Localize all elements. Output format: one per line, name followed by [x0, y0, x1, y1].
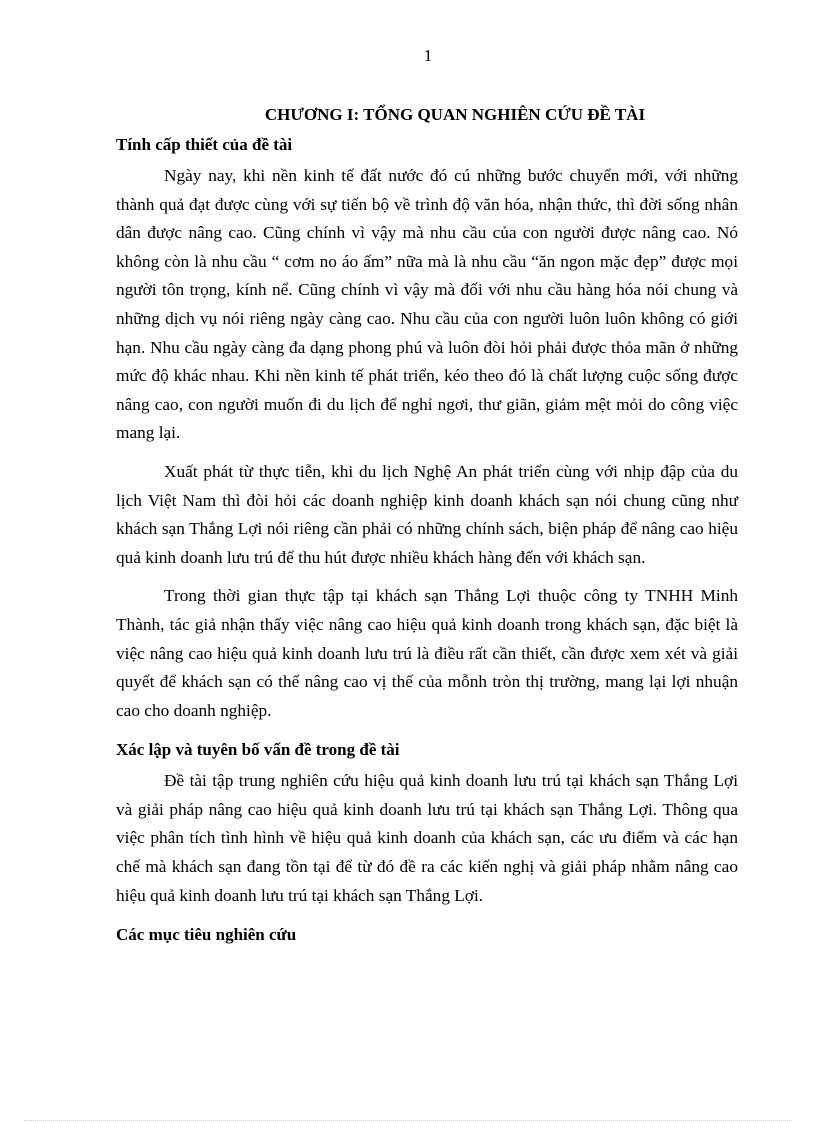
paragraph: Đề tài tập trung nghiên cứu hiệu quả kinh doanh lưu trú tại khách sạn Thắng Lợi và giải pháp nâng cao hiệu quả kinh doanh lưu trú tại khách sạn Thắng Lợi. Thông qua việc phân tích tình hình về hiệu quả kinh doanh của khách sạn, các ưu điểm và các hạn chế mà khách sạn đang tồn tại để từ đó đề ra các kiến nghị và giải pháp nhằm nâng cao hiệu quả kinh doanh lưu trú tại khách sạn Thắng Lợi. — [116, 771, 738, 905]
page-bottom-divider — [24, 1120, 792, 1121]
paragraph: Ngày nay, khi nền kinh tế đất nước đó cú những bước chuyển mới, với những thành quả đạt được cùng với sự tiến bộ về trình độ văn hóa, nhận thức, thì đời sống nhân dân được nâng cao. Cũng chính vì vậy mà nhu cầu của con người được nâng cao. Nó không còn là nhu cầu “ cơm no áo ấm” nữa mà là nhu cầu “ăn ngon mặc đẹp” được mọi người tôn trọng, kính nể. Cũng chính vì vậy mà đối với nhu cầu hàng hóa nói chung và những dịch vụ nói riêng ngày càng cao. Nhu cầu của con người luôn luôn không có giới hạn. Nhu cầu ngày càng đa dạng phong phú và luôn đòi hỏi phải được thỏa mãn ở những mức độ khác nhau. Khi nền kinh tế phát triển, kéo theo đó là chất lượng cuộc sống được nâng cao, con người muốn đi du lịch để nghỉ ngơi, thư giãn, giảm mệt mỏi do công việc mang lại. — [116, 166, 738, 443]
section-heading-problem-statement: Xác lập và tuyên bố vấn đề trong đề tài — [116, 740, 400, 760]
section-heading-urgency: Tính cấp thiết của đề tài — [116, 135, 293, 154]
section-heading-research-objectives: Các mục tiêu nghiên cứu — [116, 925, 297, 945]
paragraph: Xuất phát từ thực tiễn, khi du lịch Nghệ An phát triển cùng với nhịp đập của du lịch Việt Nam thì đòi hỏi các doanh nghiệp kinh doanh khách sạn nói chung cũng như khách sạn Thắng Lợi nói riêng cần phải có những chính sách, biện pháp để nâng cao hiệu quả kinh doanh lưu trú để thu hút được nhiều khách hàng đến với khách sạn. — [116, 461, 738, 567]
page-number: 1 — [423, 46, 433, 65]
chapter-title: CHƯƠNG I: TỔNG QUAN NGHIÊN CỨU ĐỀ TÀI — [264, 105, 646, 124]
paragraph: Trong thời gian thực tập tại khách sạn Thắng Lợi thuộc công ty TNHH Minh Thành, tác giả nhận thấy việc nâng cao hiệu quả kinh doanh trong khách sạn, đặc biệt là việc nâng cao hiệu quả kinh doanh lưu trú là điều rất cần thiết, cần được xem xét và giải quyết để khách sạn có thể nâng cao vị thế của mỗnh tròn thị trường, mang lại lợi nhuận cao cho doanh nghiệp. — [116, 586, 738, 720]
document-body — [116, 100, 738, 950]
